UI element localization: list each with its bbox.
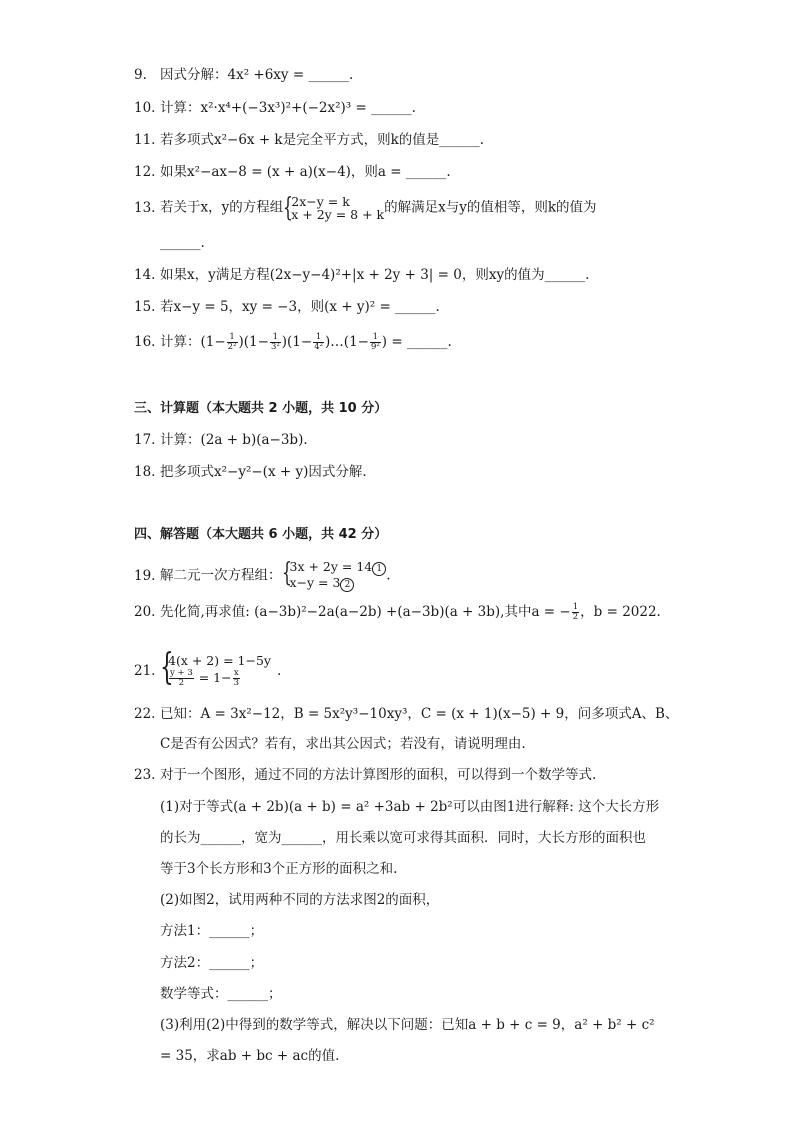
equation-system: { 3x + 2y = 14 1 x−y = 3 2 <box>282 560 387 592</box>
question-10: 10. 计算：x²·x⁴+(−3x³)²+(−2x²)³ = ______. <box>134 100 416 116</box>
fraction: $\frac{x}{3}$ <box>233 668 240 688</box>
question-23-part3-a: (3)利用(2)中得到的数学等式，解决以下问题：已知a + b + c = 9，a² + b² + c² <box>160 1017 655 1033</box>
question-11: 11. 若多项式x²−6x + k是完全平方式，则k的值是______. <box>134 132 485 148</box>
fraction: $\frac{1}{\text{9²}}$ <box>370 332 380 352</box>
question-20: 20. 先化简,再求值: (a−3b)²−2a(a−2b) +(a−3b)(a + 3b),其中a = − $\frac{1}{2}$ ，b = 2022. <box>134 602 661 622</box>
question-16: 16. 计算：(1− $\frac{1}{\text{2²}}$ )(1− $\frac{1}{\text{3²}}$ )(1− $\frac{1}{\text{4²}}$ )…(1− $\frac{1}{\text{9²}}$ ) = ______. <box>134 332 452 352</box>
question-23-equation: 数学等式：______； <box>160 986 282 1002</box>
question-23-part1-c: 等于3个长方形和3个正方形的面积之和. <box>160 861 398 877</box>
question-15: 15. 若x−y = 5，xy = −3，则(x + y)² = ______. <box>134 299 440 315</box>
question-13-continued: ______. <box>160 235 205 251</box>
fraction: $\frac{1}{\text{4²}}$ <box>314 332 324 352</box>
question-21: 21. { 4(x + 2) = 1−5y $\frac{y + 3}{2}$ = 1− $\frac{x}{3}$ . <box>134 647 282 688</box>
question-17: 17. 计算：(2a + b)(a−3b). <box>134 432 308 448</box>
question-23-part1-b: 的长为______，宽为______，用长乘以宽可求得其面积．同时，大长方形的面积也 <box>160 830 646 846</box>
question-22-continued: C是否有公因式？若有，求出其公因式；若没有，请说明理由. <box>160 736 526 752</box>
question-9: 9. 因式分解：4x² +6xy = ______. <box>134 67 354 83</box>
question-23-part2: (2)如图2，试用两种不同的方法求图2的面积， <box>160 892 440 908</box>
question-23-part1-a: (1)对于等式(a + 2b)(a + b) = a² +3ab + 2b²可以由图1进行解释: 这个大长方形 <box>160 799 660 815</box>
question-23-method1: 方法1：______； <box>160 923 264 939</box>
question-19: 19. 解二元一次方程组： { 3x + 2y = 14 1 x−y = 3 2 . <box>134 558 391 590</box>
question-13: 13. 若关于x，y的方程组 { 2x−y = k x + 2y = 8 + k 的解满足x与y的值相等，则k的值为 <box>134 193 597 223</box>
fraction: $\frac{1}{\text{3²}}$ <box>270 332 280 352</box>
section-4-heading: 四、解答题（本大题共 6 小题，共 42 分） <box>134 527 388 542</box>
question-22: 22. 已知：A = 3x²−12，B = 5x²y³−10xy³，C = (x + 1)(x−5) + 9，问多项式A、B、 <box>134 706 679 722</box>
question-23: 23. 对于一个图形，通过不同的方法计算图形的面积，可以得到一个数学等式. <box>134 767 597 783</box>
question-14: 14. 如果x，y满足方程(2x−y−4)²+|x + 2y + 3| = 0，则xy的值为______. <box>134 267 590 283</box>
fraction: $\frac{1}{\text{2²}}$ <box>227 332 237 352</box>
section-3-heading: 三、计算题（本大题共 2 小题，共 10 分） <box>134 401 388 416</box>
question-23-part3-b: = 35，求ab + bc + ac的值. <box>160 1048 340 1064</box>
equation-system: { 2x−y = k x + 2y = 8 + k <box>283 193 385 223</box>
fraction: $\frac{y + 3}{2}$ <box>170 668 193 688</box>
question-12: 12. 如果x²−ax−8 = (x + a)(x−4)，则a = ______. <box>134 164 451 180</box>
question-18: 18. 把多项式x²−y²−(x + y)因式分解. <box>134 464 367 480</box>
question-23-method2: 方法2：______； <box>160 955 264 971</box>
fraction: $\frac{1}{2}$ <box>572 602 579 622</box>
equation-system: { 4(x + 2) = 1−5y $\frac{y + 3}{2}$ = 1− $\frac{x}{3}$ <box>160 647 271 688</box>
